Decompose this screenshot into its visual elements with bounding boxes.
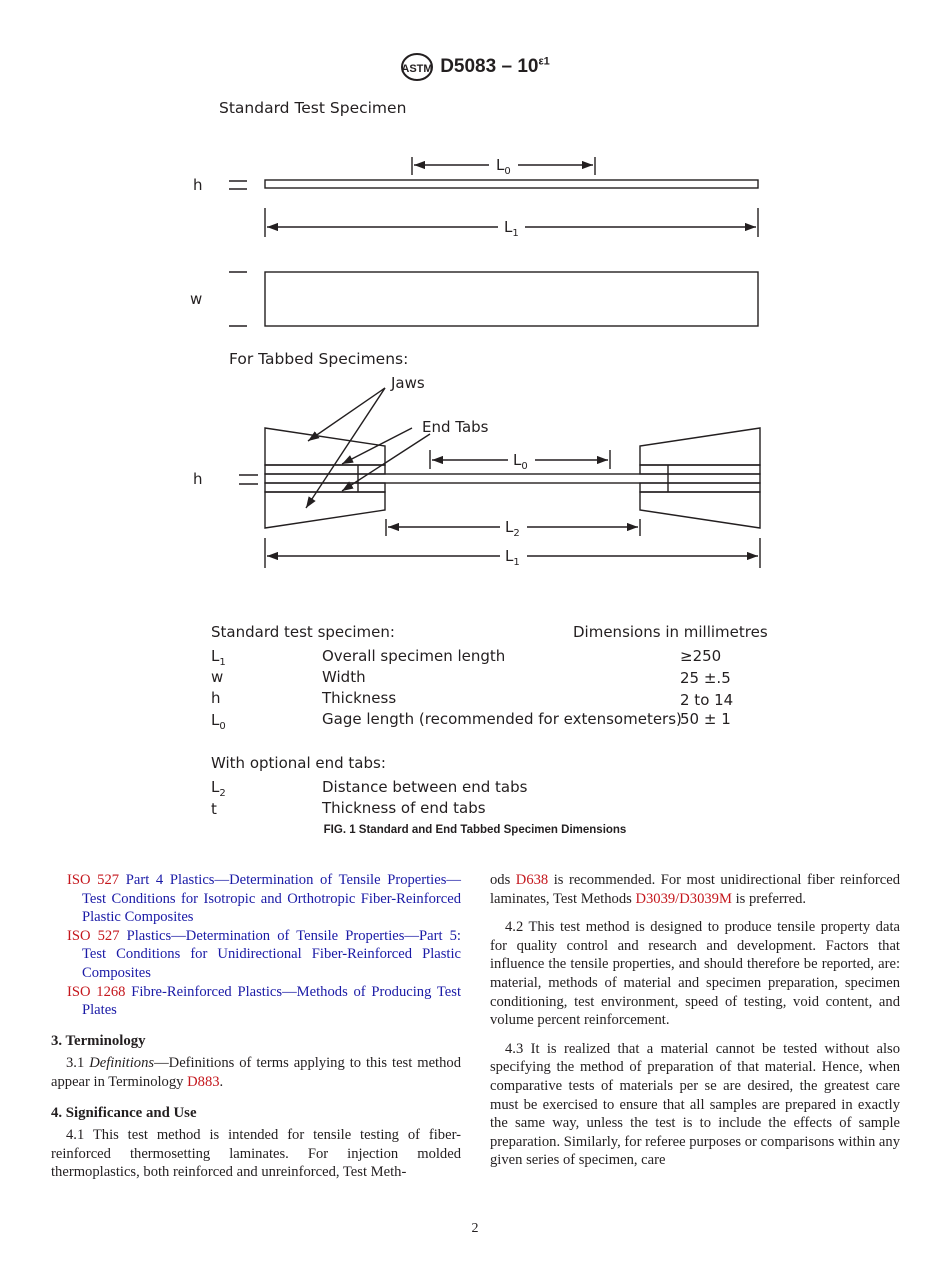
paragraph: 3.1 Definitions—Definitions of terms applying to this test method appear in Terminology D883. [51, 1055, 461, 1090]
row-symbol: $L_2$ [211, 778, 226, 799]
row-desc: Width [322, 668, 366, 686]
row-symbol: $L_1$ [211, 647, 226, 668]
right-column [490, 871, 900, 1170]
row-symbol: t [211, 800, 217, 818]
paragraph: 4.2 This test method is designed to produce tensile property data for quality control and research and development. Factors that influence the tensile properties, and should therefore be reported, are: material, methods of material and specimen preparation, specimen conditioning, test environment, speed of testing, void content, and volume percent reinforcement. [490, 919, 900, 1029]
row-desc: Distance between end tabs [322, 778, 528, 796]
row-value: ≥250 [680, 647, 722, 665]
row-desc: Gage length (recommended for extensometers) [322, 710, 682, 728]
row-value: 25 ±.5 [680, 669, 731, 687]
tabbed-title: For Tabbed Specimens: [229, 350, 409, 368]
svg-text:L0: $L_0$ [496, 156, 511, 177]
paragraph: 4.1 This test method is intended for tensile testing of fiber-reinforced thermosetting laminates. For injection molded thermoplastics, both reinforced and unreinforced, Test Meth- [51, 1127, 461, 1181]
section-heading: 4. Significance and Use [51, 1104, 197, 1121]
row-symbol: w [211, 668, 224, 686]
h-label: h [193, 176, 203, 194]
optional-header: With optional end tabs: [211, 754, 386, 772]
specimen-top [265, 272, 758, 326]
d638-link[interactable]: D638 [515, 872, 549, 888]
specimen-side [265, 180, 758, 188]
page-number: 2 [471, 1221, 479, 1236]
specimen-figure [0, 0, 950, 600]
left-column [51, 871, 461, 1182]
svg-text:L1: $L_1$ [504, 218, 519, 239]
epsilon: ε1 [538, 55, 550, 68]
section-heading: 3. Terminology [51, 1032, 146, 1049]
svg-text:ASTM: ASTM [401, 63, 433, 75]
standard-title: Standard Test Specimen [219, 99, 407, 117]
d3039-link[interactable]: D3039/D3039M [635, 890, 732, 907]
figure-caption: FIG. 1 Standard and End Tabbed Specimen Dimensions [323, 824, 627, 836]
svg-text:L0: $L_0$ [513, 451, 528, 472]
table-header-right: Dimensions in millimetres [573, 623, 768, 641]
paragraph: 4.3 It is realized that a material cannot be tested without also specifying the method of preparation of that material. Hence, when comparative tests of materials per se are desired, the greatest care must be exercised to ensure that all samples are prepared in exactly the same way, unless the test is to include the effects of sample preparation. Similarly, for referee purposes or comparisons within any given series of specimen, care [490, 1040, 900, 1169]
w-label: w [190, 290, 203, 308]
row-desc: Thickness [322, 689, 397, 707]
row-symbol: $L_0$ [211, 711, 226, 732]
row-symbol: h [211, 689, 221, 707]
designation: D5083 – 10 [440, 56, 539, 78]
reference-link[interactable]: ISO 1268 [67, 983, 126, 1000]
reference-link[interactable]: ISO 527 [67, 927, 120, 944]
row-value: 2 to 14 [680, 691, 734, 709]
reference-item: ISO 527 Part 4 Plastics—Determination of Tensile Properties—Test Conditions for Isotropic and Orthotropic Fiber-Reinforced Plastic Composites [67, 872, 461, 926]
row-desc: Thickness of end tabs [322, 799, 486, 817]
row-value: 50 ± 1 [680, 710, 731, 728]
svg-text:L2: $L_2$ [505, 518, 520, 539]
reference-item: ISO 527 Plastics—Determination of Tensile Properties—Part 5: Test Conditions for Unidirectional Fiber-Reinforced Plastic Composites [67, 927, 461, 981]
reference-item: ISO 1268 Fibre-Reinforced Plastics—Methods of Producing Test Plates [67, 983, 461, 1019]
table-header-left: Standard test specimen: [211, 623, 395, 641]
paragraph: ods D638 is recommended. For most unidirectional fiber reinforced laminates, Test Methods D3039/D3039M is preferred. [490, 872, 900, 907]
end-tabs-label: End Tabs [422, 418, 489, 436]
svg-text:h: h [193, 470, 203, 488]
row-desc: Overall specimen length [322, 647, 506, 665]
svg-text:L1: $L_1$ [505, 547, 520, 568]
jaws-label: Jaws [391, 374, 425, 392]
reference-link[interactable]: ISO 527 [67, 872, 120, 888]
d883-link[interactable]: D883 [187, 1073, 220, 1090]
